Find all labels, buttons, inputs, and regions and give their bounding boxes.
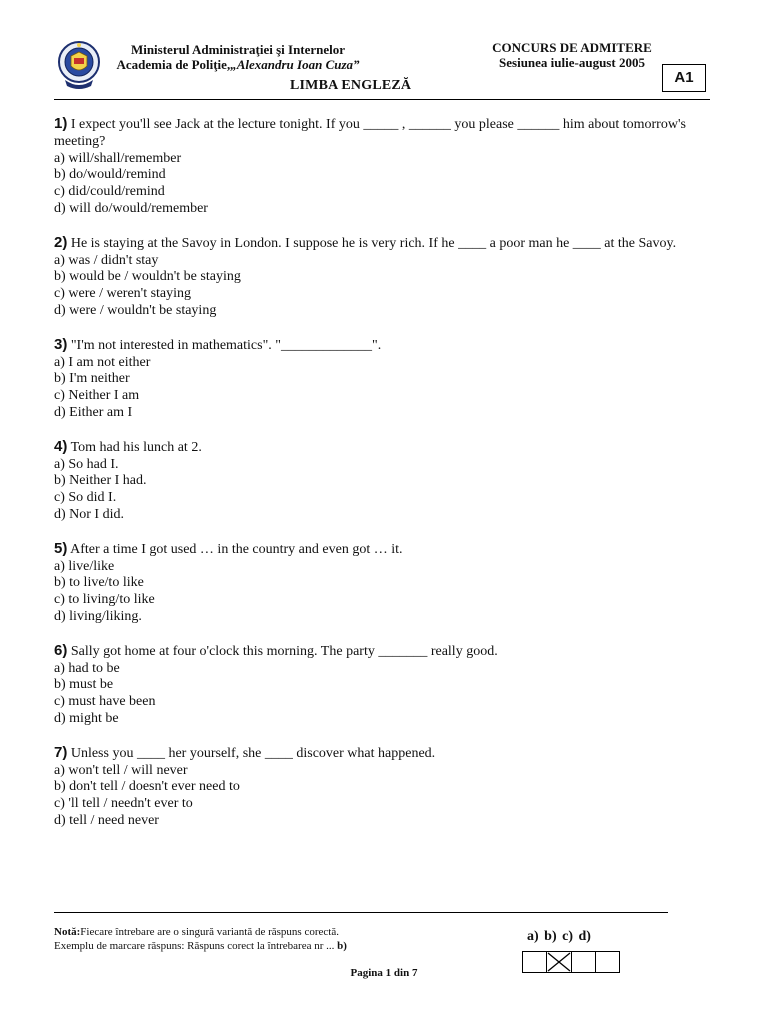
- answer-option-c: c) did/could/remind: [54, 184, 165, 200]
- question-stem: [54, 745, 720, 763]
- question-4: [54, 439, 720, 524]
- page-number: Pagina 1 din 7: [350, 967, 418, 979]
- question-2: [54, 235, 720, 320]
- question-text: "I'm not interested in mathematics". "_____________".: [70, 337, 382, 353]
- answer-option-b: b) Neither I had.: [54, 473, 147, 489]
- answer-option-d: d) living/liking.: [54, 608, 142, 624]
- question-text: He is staying at the Savoy in London. I suppose he is very rich. If he ____ a poor man he ____ at the Savoy.: [70, 235, 677, 251]
- question-number: 4): [54, 437, 68, 455]
- note-label: Notă:: [54, 926, 81, 938]
- question-number: 7): [54, 743, 68, 761]
- header-divider: [54, 99, 710, 100]
- answer-option-a: a) I am not either: [54, 354, 151, 370]
- question-stem: [54, 439, 720, 457]
- footer-note: [54, 925, 474, 953]
- answer-option-a: a) had to be: [54, 660, 120, 676]
- session-label: Sesiunea iulie-august 2005: [499, 55, 645, 70]
- answer-option-c: c) Neither I am: [54, 388, 140, 404]
- answer-option-b: b) must be: [54, 677, 114, 693]
- answer-option-d: d) tell / need never: [54, 812, 159, 828]
- question-1: [54, 116, 720, 218]
- answer-option-a: a) was / didn't stay: [54, 252, 159, 268]
- question-text: Sally got home at four o'clock this morning. The party _______ really good.: [70, 643, 498, 659]
- answer-option-a: a) live/like: [54, 558, 115, 574]
- answer-option-a: a) won't tell / will never: [54, 762, 188, 778]
- answer-option-c: c) must have been: [54, 694, 156, 710]
- institution-name: [108, 42, 368, 72]
- question-6: [54, 643, 720, 728]
- question-text: Tom had his lunch at 2.: [70, 439, 202, 455]
- question-7: [54, 745, 720, 830]
- answer-option-d: d) Nor I did.: [54, 506, 124, 522]
- ministry-line: Ministerul Administraţiei şi Internelor: [130, 42, 346, 57]
- question-stem: [54, 116, 720, 151]
- page-header: [0, 0, 768, 100]
- question-number: 5): [54, 539, 68, 557]
- answer-option-c: c) So did I.: [54, 490, 117, 506]
- question-text: After a time I got used … in the country and even got … it.: [70, 541, 403, 557]
- question-number: 3): [54, 335, 68, 353]
- note-line: [54, 925, 474, 939]
- contest-info: [484, 40, 660, 70]
- answer-option-c: c) to living/to like: [54, 592, 155, 608]
- answer-option-d: d) will do/would/remember: [54, 200, 208, 216]
- question-text: I expect you'll see Jack at the lecture tonight. If you _____ , ______ you please ______ him about tomorrow's meeting?: [54, 117, 686, 149]
- subject-title: LIMBA ENGLEZĂ: [290, 78, 412, 93]
- example-text: Exemplu de marcare răspuns: Răspuns corect la întrebarea nr ...: [54, 940, 335, 952]
- question-stem: [54, 235, 720, 253]
- answer-option-b: b) do/would/remind: [54, 167, 166, 183]
- answer-option-c: c) were / weren't staying: [54, 286, 192, 302]
- note-text: Fiecare întrebare are o singură variantă de răspuns corectă.: [80, 926, 339, 938]
- example-line: [54, 939, 474, 953]
- question-number: 1): [54, 115, 68, 132]
- answer-option-b: b) don't tell / doesn't ever need to: [54, 779, 240, 795]
- question-list: [54, 116, 720, 847]
- answer-option-d: d) might be: [54, 710, 119, 726]
- question-stem: [54, 541, 720, 559]
- answer-option-a: a) So had I.: [54, 456, 119, 472]
- answer-option-b: b) I'm neither: [54, 371, 130, 387]
- question-stem: [54, 337, 720, 355]
- answer-option-a: a) will/shall/remember: [54, 150, 182, 166]
- question-number: 6): [54, 641, 68, 659]
- answer-option-d: d) Either am I: [54, 404, 133, 420]
- footer-divider: [54, 912, 668, 913]
- answer-option-c: c) 'll tell / needn't ever to: [54, 796, 193, 812]
- contest-title: CONCURS DE ADMITERE: [492, 40, 652, 55]
- answer-option-d: d) were / wouldn't be staying: [54, 302, 217, 318]
- question-text: Unless you ____ her yourself, she ____ discover what happened.: [70, 745, 436, 761]
- academy-line: Academia de Poliţie,„Alexandru Ioan Cuza”: [116, 57, 360, 72]
- answer-sample-letters: a) b) c) d): [527, 929, 591, 944]
- variant-badge: A1: [662, 64, 706, 92]
- question-3: [54, 337, 720, 422]
- police-academy-crest-icon: [57, 40, 101, 90]
- question-5: [54, 541, 720, 626]
- question-stem: [54, 643, 720, 661]
- answer-option-b: b) would be / wouldn't be staying: [54, 269, 241, 285]
- answer-option-b: b) to live/to like: [54, 575, 144, 591]
- question-number: 2): [54, 233, 68, 251]
- example-answer: b): [337, 940, 347, 952]
